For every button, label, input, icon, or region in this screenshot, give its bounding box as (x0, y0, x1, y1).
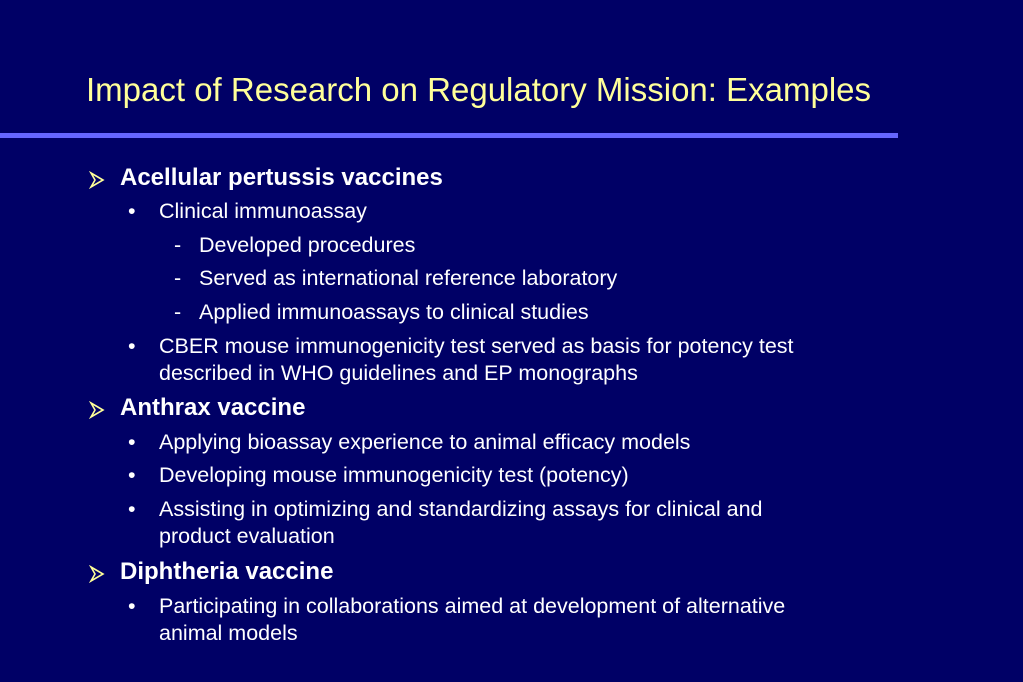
arrow-bullet-icon (88, 401, 106, 419)
section-heading: Anthrax vaccine (120, 394, 306, 421)
bullet-text: Developing mouse immunogenicity test (potency) (159, 463, 629, 487)
arrow-bullet-icon (88, 565, 106, 583)
bullet-icon: • (128, 497, 136, 521)
slide-title: Impact of Research on Regulatory Mission: Examples (86, 71, 872, 108)
section-heading: Acellular pertussis vaccines (120, 164, 443, 191)
title-divider (0, 133, 898, 138)
bullet-icon: • (128, 334, 136, 358)
bullet-text: Assisting in optimizing and standardizing assays for clinical and (159, 497, 763, 521)
bullet-icon: • (128, 594, 136, 618)
sub-bullet-text: Developed procedures (199, 233, 416, 257)
bullet-icon: • (128, 199, 136, 223)
bullet-text: Participating in collaborations aimed at development of alternative (159, 594, 786, 618)
dash-bullet-icon: - (174, 300, 182, 324)
sub-bullet-text: Applied immunoassays to clinical studies (199, 300, 589, 324)
bullet-text-continued: animal models (159, 621, 298, 645)
bullet-text: Applying bioassay experience to animal efficacy models (159, 430, 691, 454)
bullet-text-continued: described in WHO guidelines and EP monographs (159, 361, 638, 385)
sub-bullet-text: Served as international reference laboratory (199, 266, 618, 290)
bullet-icon: • (128, 463, 136, 487)
bullet-text: Clinical immunoassay (159, 199, 367, 223)
bullet-icon: • (128, 430, 136, 454)
arrow-bullet-icon (88, 171, 106, 189)
dash-bullet-icon: - (174, 233, 182, 257)
section-heading: Diphtheria vaccine (120, 558, 334, 585)
bullet-text-continued: product evaluation (159, 524, 335, 548)
bullet-text: CBER mouse immunogenicity test served as basis for potency test (159, 334, 794, 358)
dash-bullet-icon: - (174, 266, 182, 290)
